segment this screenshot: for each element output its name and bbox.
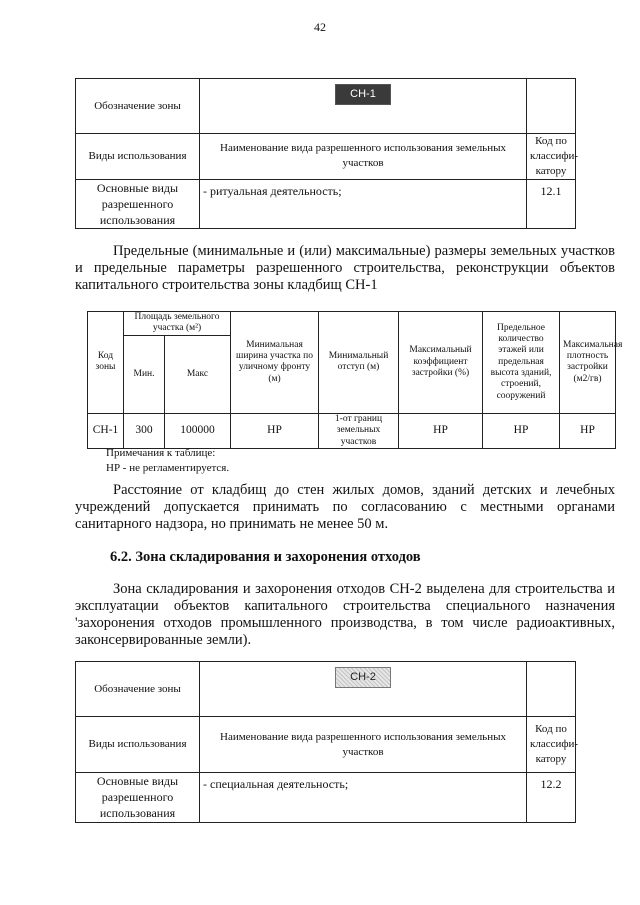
header-code: Код по классифи-катору — [527, 717, 576, 773]
header-types: Виды использования — [76, 134, 200, 180]
designation-label: Обозначение зоны — [76, 79, 200, 134]
notes-title: Примечания к таблице: — [106, 447, 216, 459]
notes-nr: НР - не регламентируется. — [106, 462, 230, 474]
zone-code-cell — [200, 79, 527, 134]
cell-min: 300 — [124, 413, 165, 448]
header-density: Максимальная плотность застройки (м2/гв) — [560, 312, 616, 414]
paragraph-zone2: Зона складирования и захоронения отходов СН-2 выделена для строительства и эксплуатации объектов капитального строительства специального назначения 'захоронения отходов промышленного производства, в том числе радиоактивных, законсервированные земли). — [75, 581, 615, 648]
header-width: Минимальная ширина участка по уличному фронту (м) — [231, 312, 319, 414]
cell-zone: СН-1 — [88, 413, 124, 448]
cell-width: НР — [231, 413, 319, 448]
row-type: Основные виды разрешенного использования — [76, 773, 200, 823]
zone-code-badge: СН-1 — [335, 84, 391, 105]
zone-code-cell — [200, 662, 527, 717]
zone-table-sn1 — [75, 78, 579, 229]
header-max: Макс — [165, 335, 231, 413]
header-types: Виды использования — [76, 717, 200, 773]
paragraph-limits: Предельные (минимальные и (или) максимальные) размеры земельных участков и предельные параметры разрешенного строительства, реконструкции объектов капитального строительства зоны кладбищ СН-1 — [75, 243, 615, 293]
zone-table-sn2 — [75, 661, 579, 823]
header-name: Наименование вида разрешенного использования земельных участков — [200, 134, 527, 180]
paragraph-distance: Расстояние от кладбищ до стен жилых домов, зданий детских и лечебных учреждений допускается принимать по согласованию с местными органами санитарного надзора, но принимать не менее 50 м. — [75, 482, 615, 532]
row-use: - ритуальная деятельность; — [200, 179, 527, 229]
params-table — [87, 311, 623, 449]
header-floors: Предельное количество этажей или предельная высота зданий, строений, сооружений — [483, 312, 560, 414]
cell-max: 100000 — [165, 413, 231, 448]
row-code: 12.1 — [527, 179, 576, 229]
zone-code-badge: СН-2 — [335, 667, 391, 688]
header-code: Код по классифи-катору — [527, 134, 576, 180]
header-coef: Максимальный коэффициент застройки (%) — [399, 312, 483, 414]
row-type: Основные виды разрешенного использования — [76, 179, 200, 229]
header-min: Мин. — [124, 335, 165, 413]
header-area: Площадь земельного участка (м²) — [124, 312, 231, 336]
cell-density: НР — [560, 413, 616, 448]
cell-coef: НР — [399, 413, 483, 448]
section-heading: 6.2. Зона складирования и захоронения отходов — [110, 549, 421, 565]
row-code: 12.2 — [527, 773, 576, 823]
header-zone-code: Код зоны — [88, 312, 124, 414]
designation-label: Обозначение зоны — [76, 662, 200, 717]
header-name: Наименование вида разрешенного использования земельных участков — [200, 717, 527, 773]
cell-floors: НР — [483, 413, 560, 448]
cell-setback: 1-от границ земельных участков — [319, 413, 399, 448]
row-use: - специальная деятельность; — [200, 773, 527, 823]
page-number: 42 — [314, 20, 326, 34]
header-setback: Минимальный отступ (м) — [319, 312, 399, 414]
